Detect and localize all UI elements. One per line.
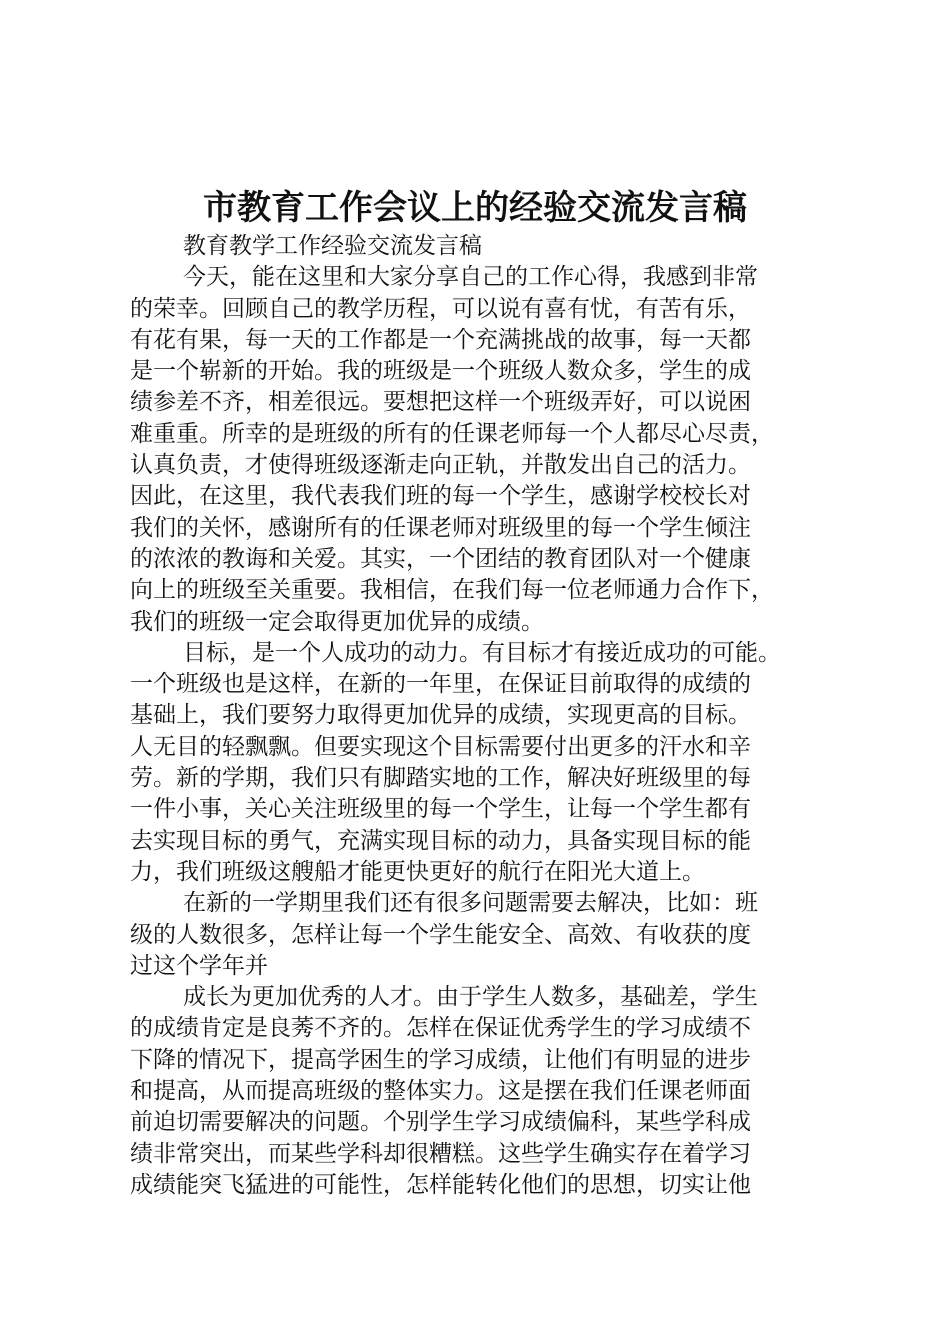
text-line: 绩参差不齐，相差很远。要想把这样一个班级弄好，可以说困 xyxy=(130,389,751,416)
text-line: 的成绩肯定是良莠不齐的。怎样在保证优秀学生的学习成绩不 xyxy=(130,1015,751,1042)
text-line: 有花有果，每一天的工作都是一个充满挑战的故事，每一天都 xyxy=(130,326,751,353)
text-line: 前迫切需要解决的问题。个别学生学习成绩偏科，某些学科成 xyxy=(130,1109,751,1136)
text-line: 成绩能突飞猛进的可能性，怎样能转化他们的思想，切实让他 xyxy=(130,1171,751,1198)
text-line: 教育教学工作经验交流发言稿 xyxy=(183,233,482,259)
text-line: 下降的情况下，提高学困生的学习成绩，让他们有明显的进步 xyxy=(130,1046,751,1073)
text-line: 认真负责，才使得班级逐渐走向正轨，并散发出自己的活力。 xyxy=(130,452,751,479)
text-line: 人无目的轻飘飘。但要实现这个目标需要付出更多的汗水和辛 xyxy=(130,733,751,760)
text-line: 是一个崭新的开始。我的班级是一个班级人数众多，学生的成 xyxy=(130,358,751,385)
text-line: 和提高，从而提高班级的整体实力。这是摆在我们任课老师面 xyxy=(130,1078,751,1105)
text-line: 基础上，我们要努力取得更加优异的成绩，实现更高的目标。 xyxy=(130,702,751,729)
text-line: 向上的班级至关重要。我相信，在我们每一位老师通力合作下， xyxy=(130,577,774,604)
text-line: 的荣幸。回顾自己的教学历程，可以说有喜有忧，有苦有乐， xyxy=(130,295,751,322)
text-line: 今天，能在这里和大家分享自己的工作心得，我感到非常 xyxy=(183,264,758,291)
text-line: 级的人数很多，怎样让每一个学生能安全、高效、有收获的度 xyxy=(130,921,751,948)
text-line: 我们的班级一定会取得更加优异的成绩。 xyxy=(130,608,544,635)
text-line: 过这个学年并 xyxy=(130,952,268,979)
text-line: 一件小事，关心关注班级里的每一个学生，让每一个学生都有 xyxy=(130,796,751,823)
text-line: 目标，是一个人成功的动力。有目标才有接近成功的可能。 xyxy=(183,639,781,666)
text-line: 力，我们班级这艘船才能更快更好的航行在阳光大道上。 xyxy=(130,858,705,885)
document-title: 市教育工作会议上的经验交流发言稿 xyxy=(203,188,747,228)
text-line: 因此，在这里，我代表我们班的每一个学生，感谢学校校长对 xyxy=(130,483,751,510)
text-line: 难重重。所幸的是班级的所有的任课老师每一个人都尽心尽责， xyxy=(130,420,774,447)
text-line: 的浓浓的教诲和关爱。其实，一个团结的教育团队对一个健康 xyxy=(130,545,751,572)
text-line: 一个班级也是这样，在新的一年里，在保证目前取得的成绩的 xyxy=(130,671,751,698)
text-line: 去实现目标的勇气，充满实现目标的动力，具备实现目标的能 xyxy=(130,827,751,854)
text-line: 成长为更加优秀的人才。由于学生人数多，基础差，学生 xyxy=(183,984,758,1011)
text-line: 劳。新的学期，我们只有脚踏实地的工作，解决好班级里的每 xyxy=(130,765,751,792)
text-line: 我们的关怀，感谢所有的任课老师对班级里的每一个学生倾注 xyxy=(130,514,751,541)
document-body xyxy=(130,231,840,1201)
text-line: 在新的一学期里我们还有很多问题需要去解决，比如：班 xyxy=(183,890,758,917)
text-line: 绩非常突出，而某些学科却很糟糕。这些学生确实存在着学习 xyxy=(130,1140,751,1167)
